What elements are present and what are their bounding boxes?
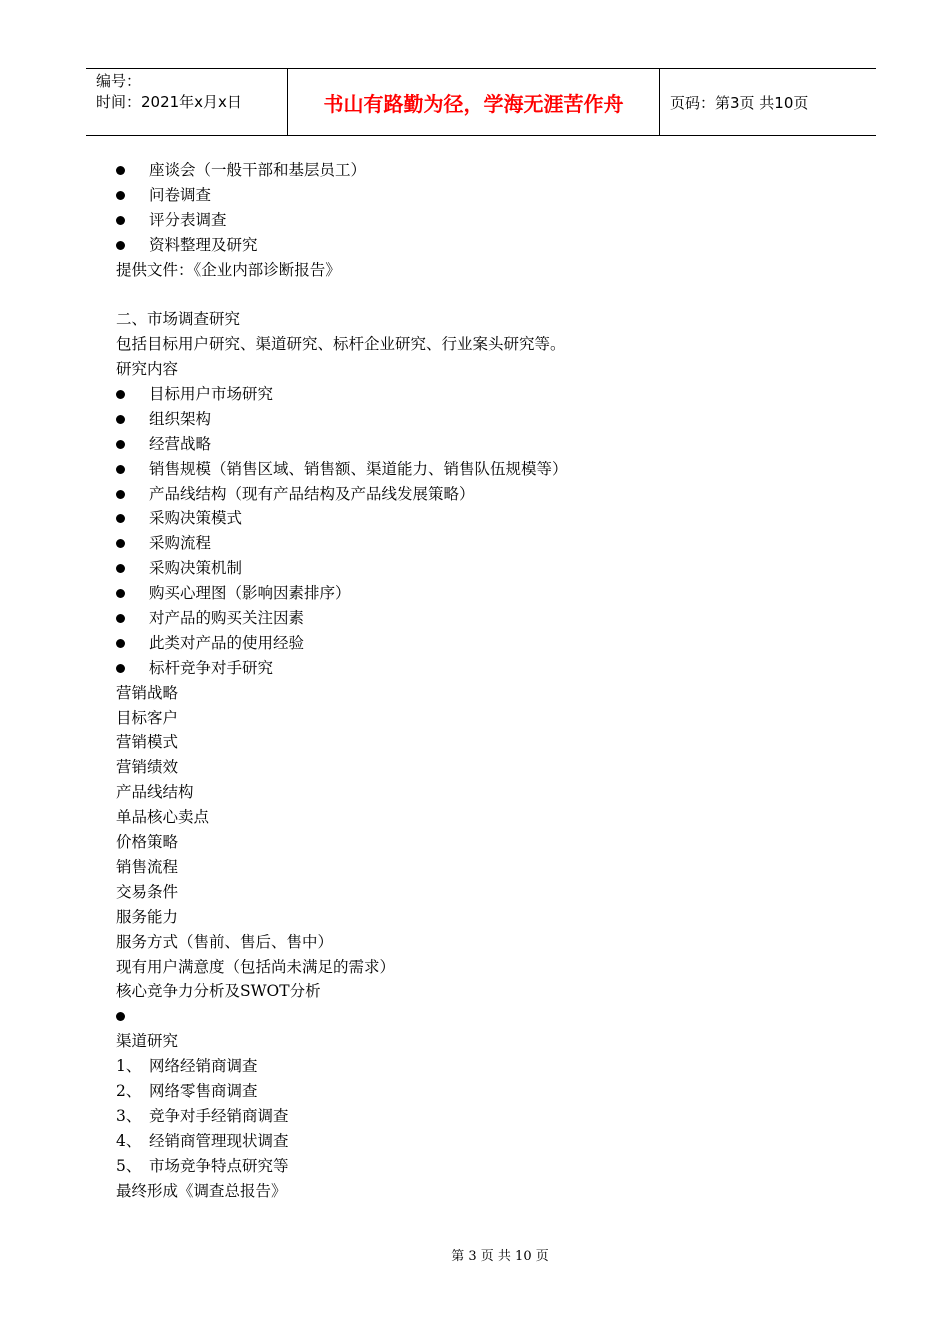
bullet-icon (116, 440, 125, 449)
bullet-icon (116, 1012, 125, 1021)
text-line: 核心竞争力分析及SWOT分析 (116, 982, 321, 1001)
numbered-item (116, 1104, 816, 1129)
bullet-text: 采购决策机制 (149, 559, 243, 578)
item-text: 经销商管理现状调查 (149, 1131, 289, 1150)
bullet-item (116, 233, 816, 258)
bullet-text: 资料整理及研究 (149, 235, 258, 254)
text-line: 二、市场调查研究 (116, 310, 241, 329)
bullet-item (116, 158, 816, 183)
bullet-icon (116, 191, 125, 200)
numbered-item (116, 1079, 816, 1104)
bullet-text: 座谈会（一般干部和基层员工） (149, 161, 367, 179)
bullet-item (116, 382, 816, 407)
text-line: 产品线结构 (116, 783, 194, 802)
bullet-item (116, 556, 816, 581)
bullet-item (116, 506, 816, 531)
bullet-text: 采购流程 (149, 534, 212, 553)
bullet-item (116, 581, 816, 606)
bullet-item (116, 432, 816, 457)
text-line: 现有用户满意度（包括尚未满足的需求） (116, 957, 396, 976)
text-line: 交易条件 (116, 882, 179, 901)
bullet-icon (116, 166, 125, 175)
bullet-icon (116, 415, 125, 424)
text-line: 研究内容 (116, 360, 179, 379)
document-body (116, 158, 816, 1203)
bullet-item (116, 208, 816, 233)
bullet-icon (116, 639, 125, 648)
bullet-item (116, 1004, 816, 1029)
bullet-text: 标杆竞争对手研究 (149, 658, 274, 677)
bullet-item (116, 531, 816, 556)
text-line: 营销模式 (116, 733, 179, 752)
page-header (86, 68, 876, 136)
bullet-text: 产品线结构（现有产品结构及产品线发展策略） (149, 484, 475, 503)
item-number: 4、 (116, 1131, 142, 1150)
item-number: 1、 (116, 1057, 142, 1076)
bullet-item (116, 407, 816, 432)
text-line: 服务能力 (116, 907, 179, 926)
bullet-text: 问卷调查 (149, 185, 212, 204)
text-line: 包括目标用户研究、渠道研究、标杆企业研究、行业案头研究等。 (116, 335, 566, 354)
blank-line (116, 282, 816, 307)
item-text: 网络经销商调查 (149, 1057, 258, 1076)
text-line: 最终形成《调查总报告》 (116, 1181, 287, 1200)
bullet-item (116, 606, 816, 631)
item-text: 竞争对手经销商调查 (149, 1106, 289, 1125)
document-number: 编号： (96, 72, 142, 90)
bullet-text: 此类对产品的使用经验 (149, 633, 305, 652)
bullet-item (116, 482, 816, 507)
bullet-icon (116, 465, 125, 474)
bullet-item (116, 183, 816, 208)
bullet-item (116, 631, 816, 656)
bullet-icon (116, 664, 125, 673)
text-line: 单品核心卖点 (116, 808, 210, 827)
text-line: 营销战略 (116, 683, 179, 702)
bullet-text: 组织架构 (149, 409, 212, 428)
numbered-item (116, 1154, 816, 1179)
bullet-text: 采购决策模式 (149, 509, 243, 528)
numbered-item (116, 1054, 816, 1079)
bullet-text: 购买心理图（影响因素排序） (149, 584, 351, 603)
text-line: 销售流程 (116, 857, 179, 876)
text-line: 渠道研究 (116, 1032, 179, 1051)
bullet-item (116, 656, 816, 681)
text-line: 价格策略 (116, 833, 179, 852)
bullet-text: 对产品的购买关注因素 (149, 609, 305, 628)
bullet-icon (116, 589, 125, 598)
numbered-item (116, 1129, 816, 1154)
bullet-text: 目标用户市场研究 (149, 385, 274, 404)
bullet-icon (116, 490, 125, 499)
document-time: 时间：2021年x月x日 (96, 93, 242, 111)
item-text: 网络零售商调查 (149, 1081, 258, 1100)
text-line: 营销绩效 (116, 758, 179, 777)
text-line: 提供文件：《企业内部诊断报告》 (116, 260, 341, 279)
bullet-icon (116, 614, 125, 623)
bullet-icon (116, 390, 125, 399)
text-line: 目标客户 (116, 708, 179, 727)
bullet-icon (116, 539, 125, 548)
bullet-text: 销售规模（销售区域、销售额、渠道能力、销售队伍规模等） (149, 459, 568, 478)
bullet-item (116, 457, 816, 482)
text-line: 服务方式（售前、售后、售中） (116, 932, 334, 951)
bullet-icon (116, 564, 125, 573)
bullet-icon (116, 216, 125, 225)
bullet-text: 经营战略 (149, 434, 212, 453)
header-page-info: 页码：第3页 共10页 (670, 93, 809, 112)
bullet-icon (116, 514, 125, 523)
item-number: 2、 (116, 1081, 142, 1100)
header-meta (86, 69, 287, 135)
item-text: 市场竞争特点研究等 (149, 1156, 289, 1175)
page-footer: 第 3 页 共 10 页 (451, 1249, 549, 1264)
bullet-text: 评分表调查 (149, 210, 227, 229)
item-number: 3、 (116, 1106, 142, 1125)
bullet-icon (116, 241, 125, 250)
item-number: 5、 (116, 1156, 142, 1175)
header-motto: 书山有路勤为径，学海无涯苦作舟 (287, 69, 660, 135)
